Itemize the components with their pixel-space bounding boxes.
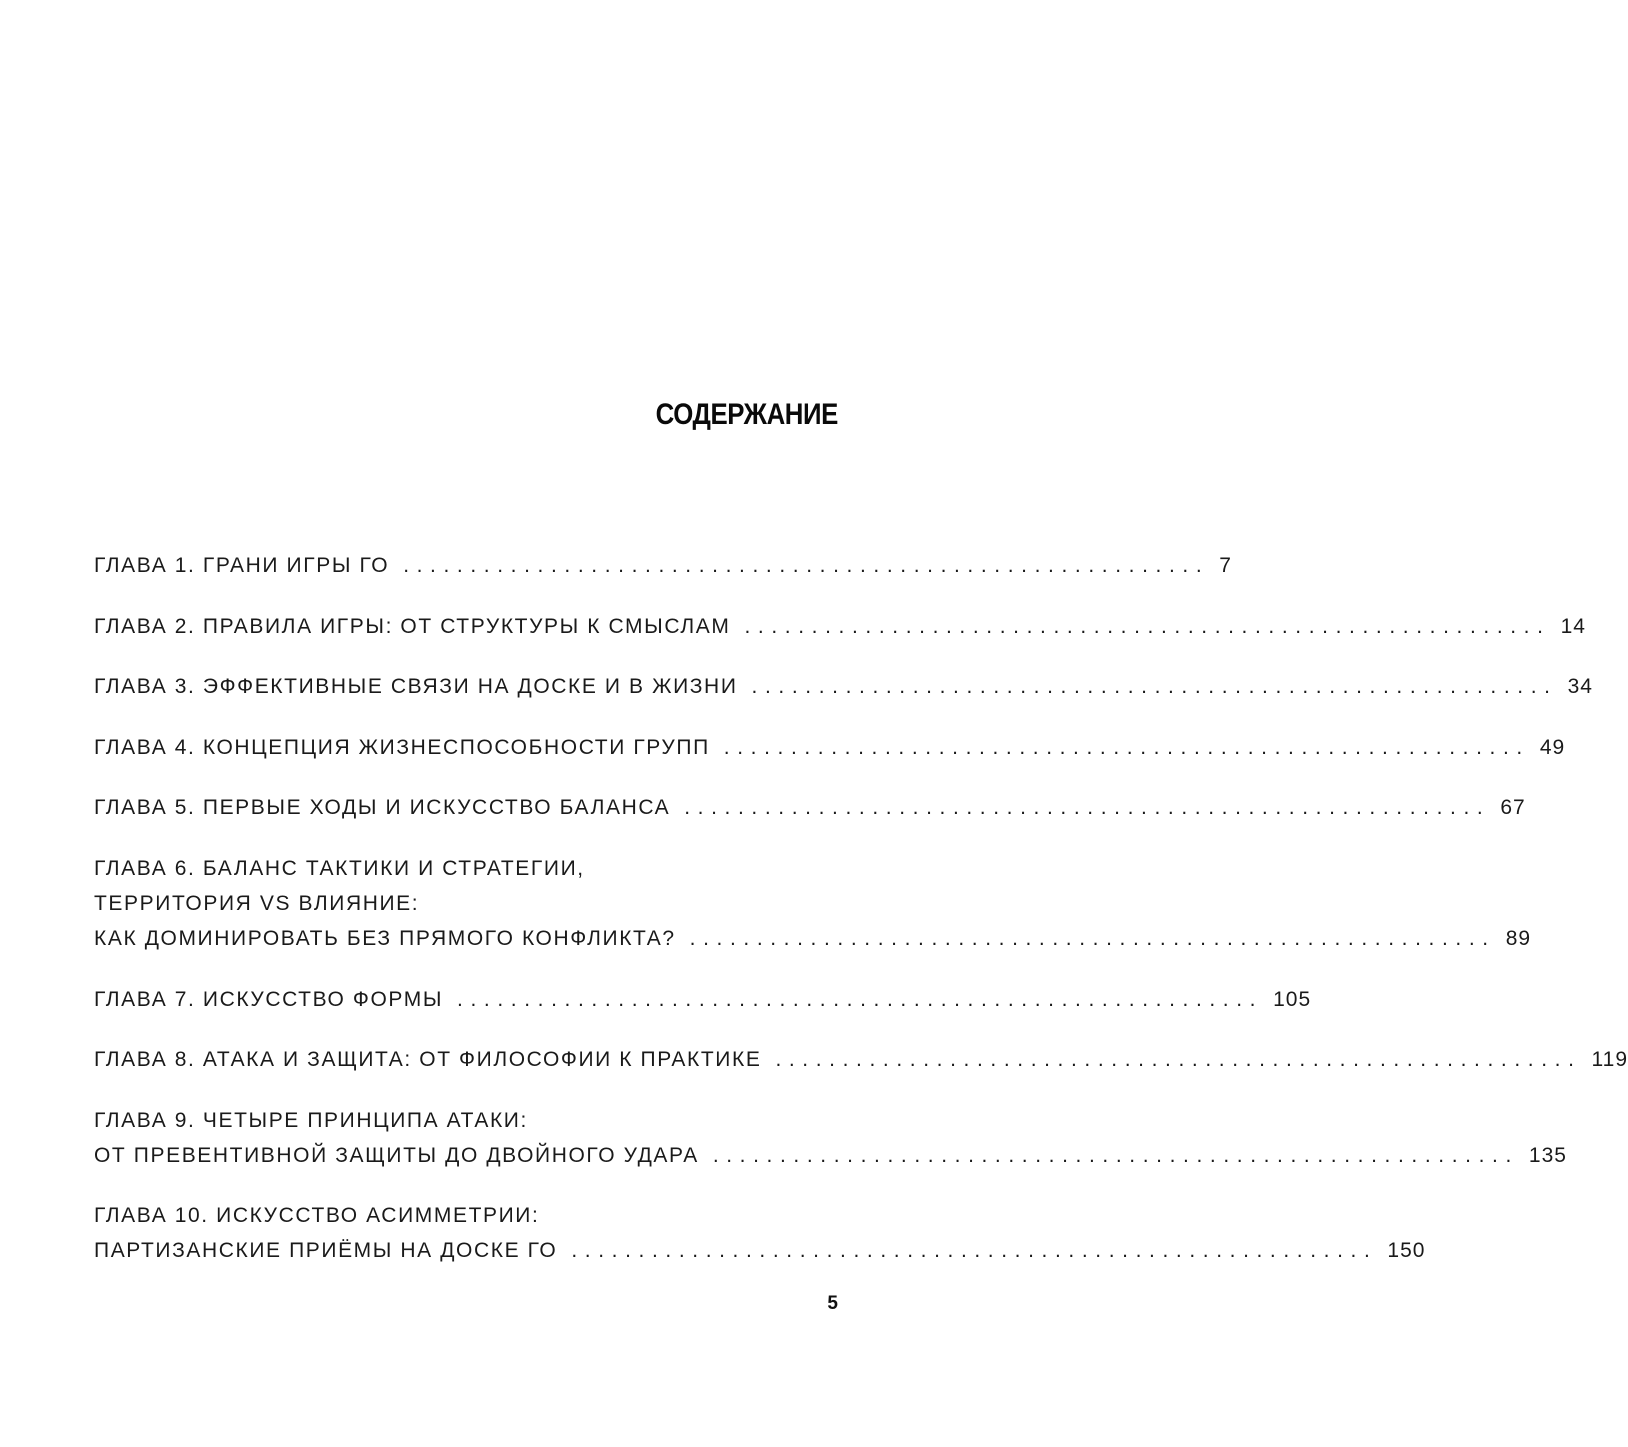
chapter-page-number: 67 <box>1500 796 1526 819</box>
toc-entry-line <box>94 888 839 920</box>
toc-entry-line <box>94 853 839 885</box>
toc-entry-line <box>94 984 1312 1016</box>
chapter-title: ОТ ПРЕВЕНТИВНОЙ ЗАЩИТЫ ДО ДВОЙНОГО УДАРА <box>94 1144 699 1167</box>
toc-entry <box>94 611 1586 643</box>
chapter-title: ГЛАВА 8. АТАКА И ЗАЩИТА: ОТ ФИЛОСОФИИ К ПРАКТИКЕ <box>94 1048 762 1071</box>
dot-leader: ............................................................ <box>457 988 1264 1011</box>
toc-entry-line <box>94 611 1586 643</box>
dot-leader: ............................................................ <box>751 675 1558 698</box>
chapter-page-number: 105 <box>1273 988 1312 1011</box>
toc-entry-line <box>94 1140 1567 1172</box>
toc-entry-line <box>94 1044 1628 1076</box>
toc-entry-line <box>94 550 1232 582</box>
toc-entry-line <box>94 923 1532 955</box>
chapter-title: ГЛАВА 10. ИСКУССТВО АСИММЕТРИИ: <box>94 1204 540 1227</box>
chapter-title: ГЛАВА 9. ЧЕТЫРЕ ПРИНЦИПА АТАКИ: <box>94 1109 528 1132</box>
dot-leader: ............................................................ <box>712 1144 1519 1167</box>
toc-entry <box>94 1105 1567 1172</box>
dot-leader: ............................................................ <box>689 927 1496 950</box>
chapter-title: ГЛАВА 7. ИСКУССТВО ФОРМЫ <box>94 988 444 1011</box>
dot-leader: ............................................................ <box>723 736 1530 759</box>
chapter-title: ГЛАВА 2. ПРАВИЛА ИГРЫ: ОТ СТРУКТУРЫ К СМЫСЛАМ <box>94 615 731 638</box>
toc-entry <box>94 984 1312 1016</box>
toc-entry <box>94 792 1526 824</box>
toc-entry <box>94 550 1232 582</box>
chapter-page-number: 49 <box>1539 736 1566 759</box>
toc-entry <box>94 671 1593 703</box>
page-title: СОДЕРЖАНИЕ <box>655 398 838 431</box>
toc-entry-line <box>94 792 1526 824</box>
chapter-title: ГЛАВА 6. БАЛАНС ТАКТИКИ И СТРАТЕГИИ, <box>94 857 585 880</box>
dot-leader: ............................................................ <box>403 554 1210 577</box>
chapter-page-number: 150 <box>1387 1239 1426 1262</box>
chapter-title: ГЛАВА 3. ЭФФЕКТИВНЫЕ СВЯЗИ НА ДОСКЕ И В ЖИЗНИ <box>94 675 738 698</box>
toc-entry-line <box>94 671 1593 703</box>
page-number: 5 <box>827 1293 838 1314</box>
toc-entry <box>94 1044 1628 1076</box>
chapter-title: ГЛАВА 5. ПЕРВЫЕ ХОДЫ И ИСКУССТВО БАЛАНСА <box>94 796 671 819</box>
chapter-page-number: 89 <box>1505 927 1532 950</box>
dot-leader: ............................................................ <box>684 796 1491 819</box>
chapter-title: ГЛАВА 4. КОНЦЕПЦИЯ ЖИЗНЕСПОСОБНОСТИ ГРУПП <box>94 736 710 759</box>
chapter-page-number: 7 <box>1219 554 1232 577</box>
chapter-page-number: 135 <box>1528 1144 1567 1167</box>
chapter-title: ГЛАВА 1. ГРАНИ ИГРЫ ГО <box>94 554 390 577</box>
chapter-page-number: 34 <box>1567 675 1593 698</box>
dot-leader: ............................................................ <box>775 1048 1582 1071</box>
dot-leader: ............................................................ <box>571 1239 1378 1262</box>
toc-entry-line <box>94 1105 839 1137</box>
toc-entry <box>94 732 1566 764</box>
chapter-title: ПАРТИЗАНСКИЕ ПРИЁМЫ НА ДОСКЕ ГО <box>94 1239 558 1262</box>
toc-entry-line <box>94 1235 1426 1267</box>
toc-entry <box>94 1200 1426 1267</box>
toc-entry-line <box>94 732 1566 764</box>
chapter-title: КАК ДОМИНИРОВАТЬ БЕЗ ПРЯМОГО КОНФЛИКТА? <box>94 927 676 950</box>
toc-entry-line <box>94 1200 839 1232</box>
dot-leader: ............................................................ <box>744 615 1551 638</box>
chapter-page-number: 14 <box>1560 615 1586 638</box>
chapter-title: ТЕРРИТОРИЯ VS ВЛИЯНИЕ: <box>94 892 420 915</box>
toc-entry <box>94 853 1532 955</box>
chapter-page-number: 119 <box>1591 1048 1628 1071</box>
